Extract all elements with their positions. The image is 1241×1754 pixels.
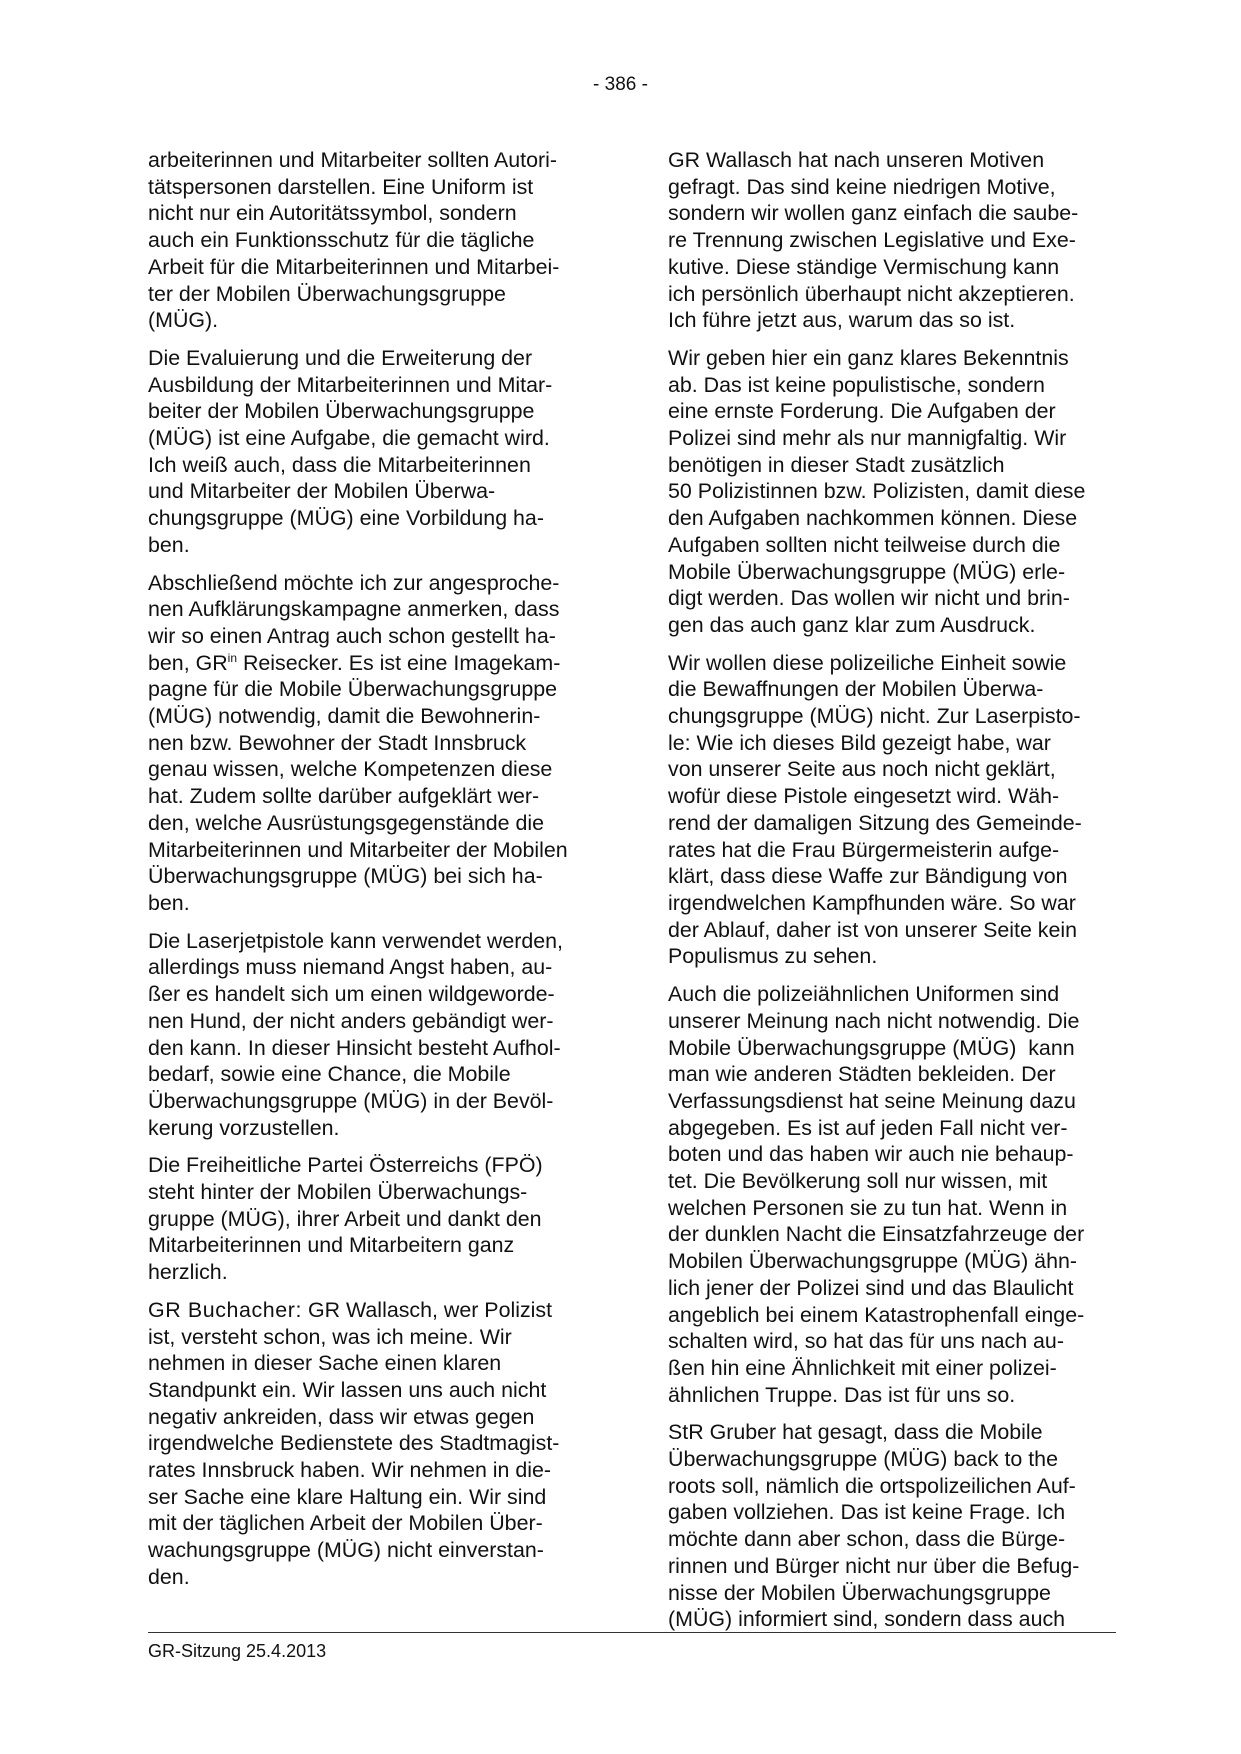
speaker-name: GR Buchacher:: [148, 1297, 303, 1322]
text-line: ter der Mobilen Überwachungsgruppe: [148, 281, 506, 306]
paragraph: [668, 147, 1138, 334]
text-line: genau wissen, welche Kompetenzen diese: [148, 757, 553, 782]
text-line: Verfassungsdienst hat seine Meinung dazu: [668, 1088, 1076, 1113]
text-line: Polizei sind mehr als nur mannigfaltig. Wir: [668, 426, 1067, 451]
right-column: [668, 147, 1138, 1644]
left-column: [148, 147, 608, 1602]
text-line: eine ernste Forderung. Die Aufgaben der: [668, 399, 1056, 424]
text-line: [148, 650, 608, 677]
text-line: chungsgruppe (MÜG) eine Vorbildung ha-: [148, 506, 544, 531]
text-line: Überwachungsgruppe (MÜG) back to the: [668, 1447, 1058, 1472]
text-line: Die Laserjetpistole kann verwendet werden,: [148, 928, 563, 953]
text-fragment: ben, GR: [148, 650, 228, 675]
text-line: ser Sache eine klare Haltung ein. Wir sind: [148, 1484, 547, 1509]
text-line: ben.: [148, 890, 190, 915]
text-line: rinnen und Bürger nicht nur über die Befug-: [668, 1553, 1080, 1578]
text-line: lich jener der Polizei sind und das Blaulicht: [668, 1275, 1074, 1300]
text-line: nehmen in dieser Sache einen klaren: [148, 1351, 502, 1376]
text-line: Ich weiß auch, dass die Mitarbeiterinnen: [148, 452, 531, 477]
text-line: ähnlichen Truppe. Das ist für uns so.: [668, 1382, 1016, 1407]
paragraph: [148, 570, 608, 917]
text-line: Populismus zu sehen.: [668, 944, 878, 969]
text-line: digt werden. Das wollen wir nicht und brin-: [668, 586, 1070, 611]
text-line: Ich führe jetzt aus, warum das so ist.: [668, 308, 1016, 333]
paragraph: [148, 1297, 608, 1591]
text-line: Wir wollen diese polizeiliche Einheit sowie: [668, 650, 1067, 675]
text-line: Aufgaben sollten nicht teilweise durch die: [668, 532, 1061, 557]
text-line: den.: [148, 1564, 190, 1589]
text-line: Die Evaluierung und die Erweiterung der: [148, 345, 533, 370]
text-line: auch ein Funktionsschutz für die tägliche: [148, 228, 535, 253]
text-line: den Aufgaben nachkommen können. Diese: [668, 506, 1078, 531]
text-line: bedarf, sowie eine Chance, die Mobile: [148, 1062, 511, 1087]
text-line: der Ablauf, daher ist von unserer Seite kein: [668, 917, 1078, 942]
text-line: der dunklen Nacht die Einsatzfahrzeuge der: [668, 1222, 1085, 1247]
paragraph: [148, 928, 608, 1142]
text-line: (MÜG) ist eine Aufgabe, die gemacht wird.: [148, 426, 550, 451]
superscript-in: in: [227, 650, 238, 665]
text-line: wofür diese Pistole eingesetzt wird. Wäh-: [668, 784, 1060, 809]
text-line: ist, versteht schon, was ich meine. Wir: [148, 1324, 512, 1349]
text-line: allerdings muss niemand Angst haben, au-: [148, 955, 553, 980]
text-line: welchen Personen sie zu tun hat. Wenn in: [668, 1195, 1068, 1220]
text-line: und Mitarbeiter der Mobilen Überwa-: [148, 479, 496, 504]
text-line: ich persönlich überhaupt nicht akzeptieren.: [668, 281, 1075, 306]
text-line: klärt, dass diese Waffe zur Bändigung von: [668, 864, 1068, 889]
text-line: gen das auch ganz klar zum Ausdruck.: [668, 612, 1036, 637]
paragraph: [668, 981, 1138, 1408]
footer-text: GR-Sitzung 25.4.2013: [148, 1641, 327, 1661]
text-line: rend der damaligen Sitzung des Gemeinde-: [668, 810, 1082, 835]
text-line: mit der täglichen Arbeit der Mobilen Über-: [148, 1511, 543, 1536]
text-line: Überwachungsgruppe (MÜG) bei sich ha-: [148, 864, 543, 889]
text-line: tet. Die Bevölkerung soll nur wissen, mit: [668, 1169, 1048, 1194]
text-line: von unserer Seite aus noch nicht geklärt,: [668, 757, 1056, 782]
paragraph: [148, 345, 608, 559]
text-line: [148, 1297, 608, 1324]
paragraph: [148, 1152, 608, 1286]
page-number: - 386 -: [593, 74, 648, 95]
text-line: ben.: [148, 532, 190, 557]
text-line: gaben vollziehen. Das ist keine Frage. Ich: [668, 1500, 1066, 1525]
text-line: gefragt. Das sind keine niedrigen Motive,: [668, 174, 1056, 199]
footer-divider: [148, 1632, 1116, 1633]
text-line: negativ ankreiden, dass wir etwas gegen: [148, 1404, 535, 1429]
text-line: kerung vorzustellen.: [148, 1115, 340, 1140]
text-line: die Bewaffnungen der Mobilen Überwa-: [668, 677, 1044, 702]
text-line: tätspersonen darstellen. Eine Uniform ist: [148, 174, 534, 199]
text-line: hat. Zudem sollte darüber aufgeklärt wer-: [148, 784, 540, 809]
text-line: irgendwelche Bedienstete des Stadtmagist-: [148, 1431, 560, 1456]
text-line: Überwachungsgruppe (MÜG) in der Bevöl-: [148, 1088, 554, 1113]
paragraph: [668, 345, 1138, 639]
text-line: gruppe (MÜG), ihrer Arbeit und dankt den: [148, 1206, 542, 1231]
text-line: ßer es handelt sich um einen wildgeworde-: [148, 982, 555, 1007]
text-line: Abschließend möchte ich zur angesproche-: [148, 570, 560, 595]
text-line: den kann. In dieser Hinsicht besteht Aufhol-: [148, 1035, 561, 1060]
text-line: Mobilen Überwachungsgruppe (MÜG) ähn-: [668, 1249, 1077, 1274]
text-line: le: Wie ich dieses Bild gezeigt habe, war: [668, 730, 1051, 755]
text-line: nen Hund, der nicht anders gebändigt wer-: [148, 1008, 554, 1033]
text-line: benötigen in dieser Stadt zusätzlich: [668, 452, 1005, 477]
text-line: StR Gruber hat gesagt, dass die Mobile: [668, 1420, 1043, 1445]
text-line: den, welche Ausrüstungsgegenstände die: [148, 810, 545, 835]
text-line: abgegeben. Es ist auf jeden Fall nicht ver-: [668, 1115, 1068, 1140]
text-fragment: GR Wallasch, wer Polizist: [302, 1297, 553, 1322]
text-line: Standpunkt ein. Wir lassen uns auch nicht: [148, 1377, 547, 1402]
text-line: kutive. Diese ständige Vermischung kann: [668, 254, 1060, 279]
text-line: nicht nur ein Autoritätssymbol, sondern: [148, 201, 517, 226]
text-line: re Trennung zwischen Legislative und Exe-: [668, 228, 1076, 253]
text-line: arbeiterinnen und Mitarbeiter sollten Autori-: [148, 148, 558, 172]
text-line: Mitarbeiterinnen und Mitarbeitern ganz: [148, 1233, 515, 1258]
text-line: unserer Meinung nach nicht notwendig. Die: [668, 1008, 1080, 1033]
text-line: Wir geben hier ein ganz klares Bekenntnis: [668, 345, 1069, 370]
text-line: schalten wird, so hat das für uns nach au-: [668, 1329, 1064, 1354]
text-line: man wie anderen Städten bekleiden. Der: [668, 1062, 1056, 1087]
text-line: rates Innsbruck haben. Wir nehmen in die-: [148, 1458, 552, 1483]
text-line: beiter der Mobilen Überwachungsgruppe: [148, 399, 535, 424]
text-line: (MÜG) informiert sind, sondern dass auch: [668, 1607, 1066, 1632]
text-line: nisse der Mobilen Überwachungsgruppe: [668, 1580, 1051, 1605]
paragraph: [148, 147, 608, 334]
text-line: ab. Das ist keine populistische, sondern: [668, 372, 1045, 397]
text-line: wir so einen Antrag auch schon gestellt ha-: [148, 623, 556, 648]
text-line: steht hinter der Mobilen Überwachungs-: [148, 1180, 528, 1205]
text-line: Mobile Überwachungsgruppe (MÜG) kann: [668, 1035, 1075, 1060]
text-line: möchte dann aber schon, dass die Bürge-: [668, 1527, 1066, 1552]
text-line: (MÜG).: [148, 308, 219, 333]
text-line: pagne für die Mobile Überwachungsgruppe: [148, 677, 558, 702]
text-line: wachungsgruppe (MÜG) nicht einverstan-: [148, 1538, 544, 1563]
text-line: angeblich bei einem Katastrophenfall einge-: [668, 1302, 1085, 1327]
paragraph: [668, 1419, 1138, 1633]
text-line: Auch die polizeiähnlichen Uniformen sind: [668, 982, 1060, 1007]
text-line: Mitarbeiterinnen und Mitarbeiter der Mobilen: [148, 837, 568, 862]
text-line: rates hat die Frau Bürgermeisterin aufge-: [668, 837, 1060, 862]
text-line: GR Wallasch hat nach unseren Motiven: [668, 148, 1045, 172]
text-line: boten und das haben wir auch nie behaup-: [668, 1142, 1074, 1167]
text-line: nen Aufklärungskampagne anmerken, dass: [148, 597, 560, 622]
text-line: (MÜG) notwendig, damit die Bewohnerin-: [148, 704, 541, 729]
text-line: Arbeit für die Mitarbeiterinnen und Mitarbei-: [148, 254, 560, 279]
text-line: roots soll, nämlich die ortspolizeilichen Auf-: [668, 1473, 1076, 1498]
text-line: ßen hin eine Ähnlichkeit mit einer polizei-: [668, 1355, 1057, 1380]
text-line: Mobile Überwachungsgruppe (MÜG) erle-: [668, 559, 1066, 584]
paragraph: [668, 650, 1138, 970]
text-line: Die Freiheitliche Partei Österreichs (FPÖ): [148, 1153, 543, 1178]
text-line: chungsgruppe (MÜG) nicht. Zur Laserpisto-: [668, 704, 1081, 729]
text-line: 50 Polizistinnen bzw. Polizisten, damit diese: [668, 479, 1086, 504]
text-line: Ausbildung der Mitarbeiterinnen und Mitar-: [148, 372, 553, 397]
text-line: nen bzw. Bewohner der Stadt Innsbruck: [148, 730, 527, 755]
text-fragment: Reisecker. Es ist eine Imagekam-: [237, 650, 561, 675]
text-line: irgendwelchen Kampfhunden wäre. So war: [668, 890, 1076, 915]
text-line: sondern wir wollen ganz einfach die saube-: [668, 201, 1079, 226]
text-line: herzlich.: [148, 1260, 228, 1285]
